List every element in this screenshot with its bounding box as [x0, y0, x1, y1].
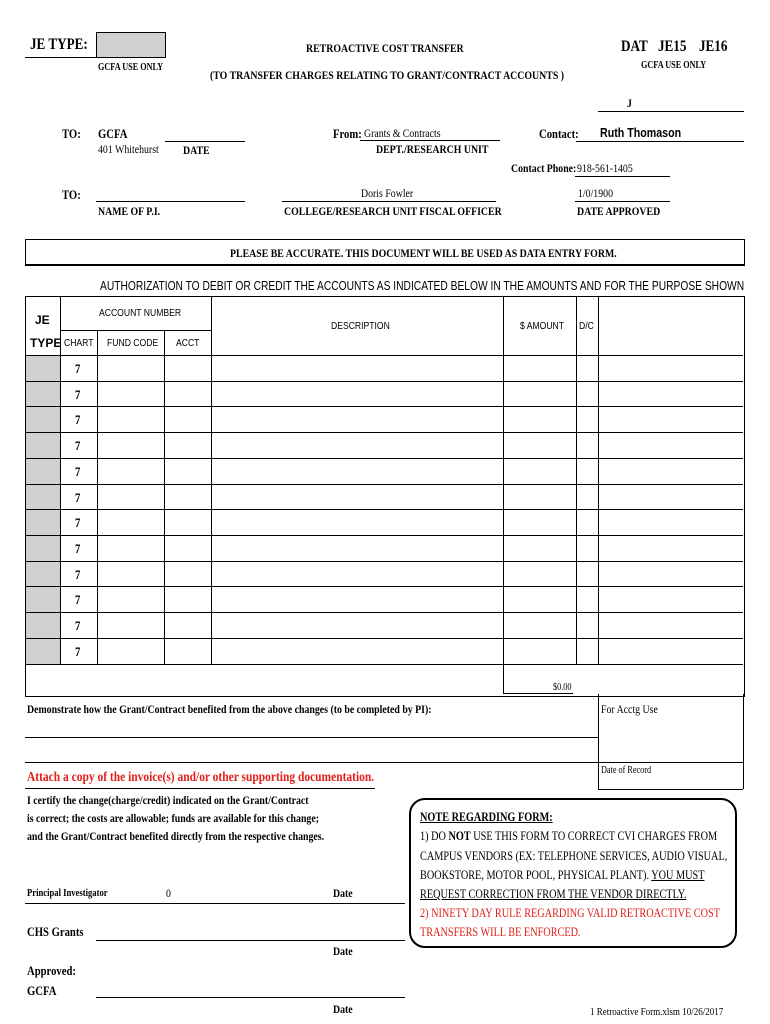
je-type-cell[interactable]	[26, 433, 60, 458]
notice-text: PLEASE BE ACCURATE. THIS DOCUMENT WILL BE USED AS DATA ENTRY FORM.	[230, 246, 617, 260]
fiscal-officer-label: COLLEGE/RESEARCH UNIT FISCAL OFFICER	[284, 204, 502, 218]
fiscal-officer-name[interactable]: Doris Fowler	[361, 186, 414, 200]
date-label: DATE	[183, 143, 210, 157]
form-subtitle: (TO TRANSFER CHARGES RELATING TO GRANT/CONTRACT ACCOUNTS )	[210, 68, 565, 82]
table-row[interactable]	[25, 535, 743, 536]
table-row[interactable]	[25, 406, 743, 407]
pi-signature-label: Principal Investigator	[27, 888, 108, 899]
certify-line-2: is correct; the costs are allowable; funds are available for this change;	[27, 811, 319, 825]
chart-cell[interactable]: 7	[75, 515, 81, 530]
dat-label: DAT	[621, 38, 648, 55]
gcfa-use-only-left: GCFA USE ONLY	[98, 62, 164, 73]
table-row[interactable]	[25, 561, 743, 562]
table-row[interactable]	[25, 638, 743, 639]
je-type-label: JE TYPE:	[30, 36, 88, 53]
je-type-cell[interactable]	[26, 459, 60, 484]
chart-cell[interactable]: 7	[75, 464, 81, 479]
table-row[interactable]	[25, 586, 743, 587]
to-label: TO:	[62, 126, 81, 141]
date-approved-label: DATE APPROVED	[577, 204, 661, 218]
from-value[interactable]: Grants & Contracts	[364, 126, 441, 140]
contact-phone-value[interactable]: 918-561-1405	[577, 161, 633, 175]
je-type-cell[interactable]	[26, 613, 60, 638]
je-type-cell[interactable]	[26, 587, 60, 612]
note-line-4: REQUEST CORRECTION FROM THE VENDOR DIRECTLY.	[420, 887, 687, 901]
amount-header: $ AMOUNT	[520, 320, 565, 332]
chart-cell[interactable]: 7	[75, 438, 81, 453]
to2-label: TO:	[62, 187, 81, 202]
date-of-record: Date of Record	[601, 765, 652, 776]
je-type-cell[interactable]	[26, 562, 60, 587]
to-gcfa: GCFA	[98, 126, 128, 141]
chart-cell[interactable]: 7	[75, 618, 81, 633]
acct-header: ACCT	[176, 337, 200, 349]
je-type-cell[interactable]	[26, 356, 60, 381]
je16-label: JE16	[699, 38, 728, 55]
je-type-box[interactable]	[96, 32, 166, 58]
contact-value[interactable]: Ruth Thomason	[600, 125, 682, 140]
table-row[interactable]	[25, 612, 743, 613]
chart-cell[interactable]: 7	[75, 387, 81, 402]
table-row[interactable]	[25, 355, 743, 356]
note-line-6: TRANSFERS WILL BE ENFORCED.	[420, 925, 581, 939]
chs-grants-label: CHS Grants	[27, 924, 84, 939]
table-row[interactable]	[25, 432, 743, 433]
pi-name-label: NAME OF P.I.	[98, 204, 161, 218]
table-row[interactable]	[25, 458, 743, 459]
table-row[interactable]	[25, 509, 743, 510]
total-amount: $0.00	[553, 682, 572, 693]
entry-table	[25, 296, 745, 697]
je-type-cell[interactable]	[26, 536, 60, 561]
from-label: From:	[333, 126, 362, 141]
footer-filename: 1 Retroactive Form.xlsm 10/26/2017	[590, 1006, 724, 1018]
je-type-cell[interactable]	[26, 639, 60, 664]
certify-line-1: I certify the change(charge/credit) indicated on the Grant/Contract	[27, 793, 309, 807]
gcfa-approval-label: GCFA	[27, 983, 57, 998]
for-acctg-use: For Acctg Use	[601, 702, 658, 716]
note-line-1: 1) DO NOT USE THIS FORM TO CORRECT CVI CHARGES FROM	[420, 829, 718, 843]
note-title: NOTE REGARDING FORM:	[420, 810, 553, 824]
chart-cell[interactable]: 7	[75, 541, 81, 556]
form-title: RETROACTIVE COST TRANSFER	[306, 41, 464, 55]
chart-cell[interactable]: 7	[75, 412, 81, 427]
date-approved-value[interactable]: 1/0/1900	[578, 186, 613, 200]
date-label-1: Date	[333, 886, 353, 900]
pi-signature-value[interactable]: 0	[166, 886, 171, 900]
fund-code-header: FUND CODE	[107, 337, 159, 349]
authorization-text: AUTHORIZATION TO DEBIT OR CREDIT THE ACCOUNTS AS INDICATED BELOW IN THE AMOUNTS AND FOR THE PURPOSE SHOWN	[100, 279, 745, 293]
j-value: J	[627, 96, 632, 110]
je-type-cell[interactable]	[26, 485, 60, 510]
chart-cell[interactable]: 7	[75, 361, 81, 376]
date-label-3: Date	[333, 1002, 353, 1016]
description-header: DESCRIPTION	[331, 320, 390, 332]
benefit-label: Demonstrate how the Grant/Contract benefited from the above changes (to be completed by PI):	[27, 702, 432, 716]
benefit-field[interactable]	[25, 714, 597, 762]
chart-cell[interactable]: 7	[75, 490, 81, 505]
date-label-2: Date	[333, 944, 353, 958]
table-row[interactable]	[25, 484, 743, 485]
je-type-cell[interactable]	[26, 510, 60, 535]
attach-note: Attach a copy of the invoice(s) and/or other supporting documentation.	[27, 770, 375, 785]
chart-header: CHART	[64, 337, 94, 349]
dept-label: DEPT./RESEARCH UNIT	[376, 142, 489, 156]
to-address: 401 Whitehurst	[98, 142, 159, 156]
note-line-2: CAMPUS VENDORS (EX: TELEPHONE SERVICES, AUDIO VISUAL,	[420, 849, 728, 863]
je-type-cell[interactable]	[26, 382, 60, 407]
note-line-5: 2) NINETY DAY RULE REGARDING VALID RETROACTIVE COST	[420, 906, 721, 920]
certify-line-3: and the Grant/Contract benefited directly from the respective changes.	[27, 829, 325, 843]
table-row[interactable]	[25, 381, 743, 382]
chart-cell[interactable]: 7	[75, 644, 81, 659]
contact-phone-label: Contact Phone:	[511, 161, 577, 175]
chart-cell[interactable]: 7	[75, 592, 81, 607]
gcfa-use-only-right: GCFA USE ONLY	[641, 60, 707, 71]
contact-label: Contact:	[539, 126, 579, 141]
note-line-3: BOOKSTORE, MOTOR POOL, PHYSICAL PLANT). YOU MUST	[420, 868, 705, 882]
approved-label: Approved:	[27, 963, 76, 978]
account-number-header: ACCOUNT NUMBER	[99, 307, 182, 319]
type-header: TYPE	[30, 336, 62, 350]
je-type-cell[interactable]	[26, 407, 60, 432]
je15-label: JE15	[658, 38, 687, 55]
chart-cell[interactable]: 7	[75, 567, 81, 582]
dc-header: D/C	[579, 320, 594, 332]
je-header: JE	[35, 313, 50, 327]
